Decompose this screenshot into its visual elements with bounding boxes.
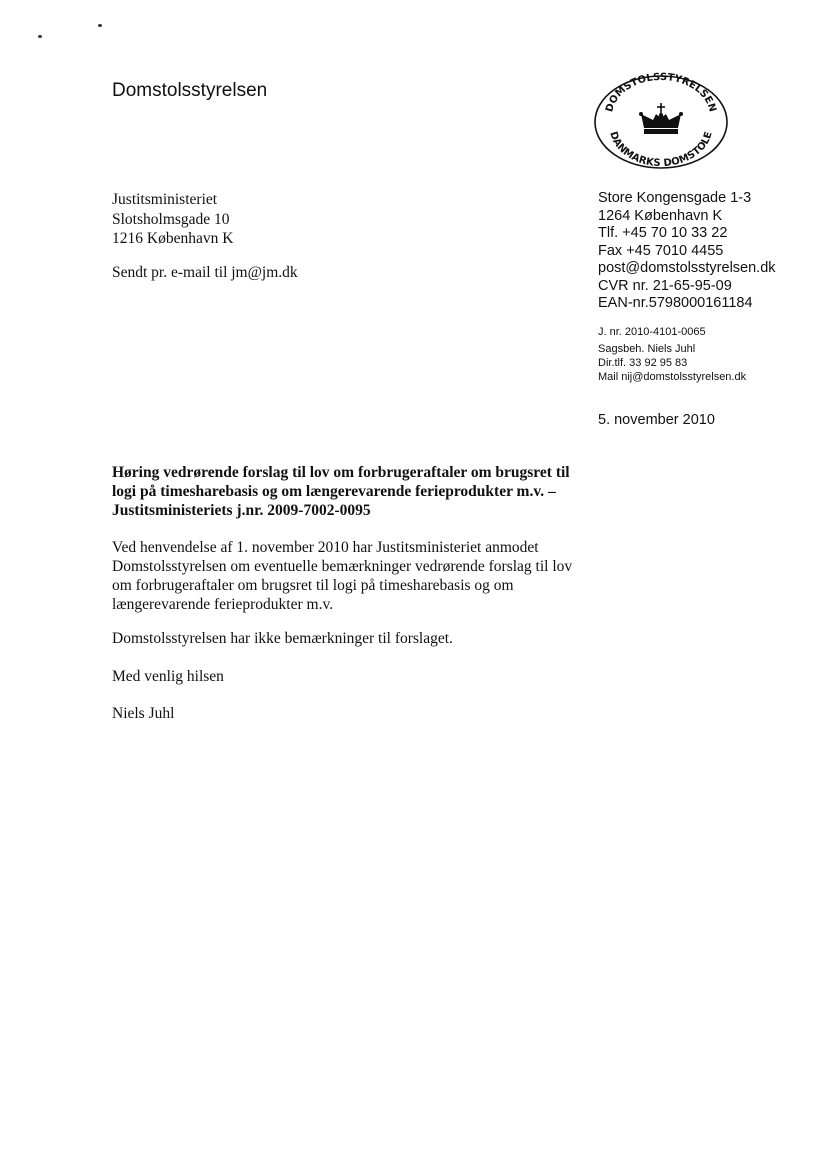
contact-line: Fax +45 7010 4455 xyxy=(598,242,724,259)
scan-speck xyxy=(98,24,102,27)
signature-name xyxy=(112,704,174,723)
contact-line: post@domstolsstyrelsen.dk xyxy=(598,260,776,276)
signature-text: Niels Juhl xyxy=(112,705,175,722)
contact-line: EAN-nr.5798000161184 xyxy=(598,295,753,311)
contact-line: Tlf. +45 70 10 33 22 xyxy=(598,225,728,241)
body-line: Domstolsstyrelsen om eventuelle bemærkninger vedrørende forslag til lov xyxy=(112,558,573,575)
body-paragraph xyxy=(112,629,453,648)
case-line: J. nr. 2010-4101-0065 xyxy=(598,326,706,338)
body-line: Ved henvendelse af 1. november 2010 har Justitsministeriet anmodet xyxy=(112,539,539,556)
body-line: om forbrugeraftaler om brugsret til logi på timesharebasis og om xyxy=(112,577,514,594)
case-line: Sagsbeh. Niels Juhl xyxy=(598,343,696,355)
closing-phrase xyxy=(112,667,224,686)
contact-line: Store Kongensgade 1-3 xyxy=(598,190,752,206)
seal-bottom-text: DANMARKS DOMSTOLE xyxy=(607,130,715,170)
recipient-address xyxy=(112,190,233,249)
contact-line: 1264 København K xyxy=(598,207,723,224)
closing-text: Med venlig hilsen xyxy=(112,668,224,685)
body-line: længerevarende ferieprodukter m.v. xyxy=(112,596,334,613)
scan-speck xyxy=(38,35,42,38)
contact-line: CVR nr. 21-65-95-09 xyxy=(598,277,732,294)
sender-contact-block xyxy=(598,190,776,313)
recipient-line: 1216 København K xyxy=(112,230,234,247)
crown-icon xyxy=(639,103,683,134)
letter-date: 5. november 2010 xyxy=(598,412,715,428)
sent-via-email: Sendt pr. e-mail til jm@jm.dk xyxy=(112,264,298,281)
subject-line: Justitsministeriets j.nr. 2009-7002-0095 xyxy=(112,502,371,519)
recipient-line: Justitsministeriet xyxy=(112,191,218,208)
case-line: Dir.tlf. 33 92 95 83 xyxy=(598,357,688,369)
subject-line: logi på timesharebasis og om længerevarende ferieprodukter m.v. – xyxy=(112,483,556,500)
body-paragraph xyxy=(112,538,572,614)
courts-seal-logo xyxy=(592,72,730,172)
body-line: Domstolsstyrelsen har ikke bemærkninger til forslaget. xyxy=(112,630,453,647)
recipient-line: Slotsholmsgade 10 xyxy=(112,210,230,228)
subject-line: Høring vedrørende forslag til lov om forbrugeraftaler om brugsret til xyxy=(112,464,570,481)
case-line: Mail nij@domstolsstyrelsen.dk xyxy=(598,371,747,383)
letter-subject xyxy=(112,463,570,520)
case-info-block xyxy=(598,325,746,384)
seal-top-text: DOMSTOLSSTYRELSEN xyxy=(604,72,718,114)
sender-org-name: Domstolsstyrelsen xyxy=(112,80,268,101)
